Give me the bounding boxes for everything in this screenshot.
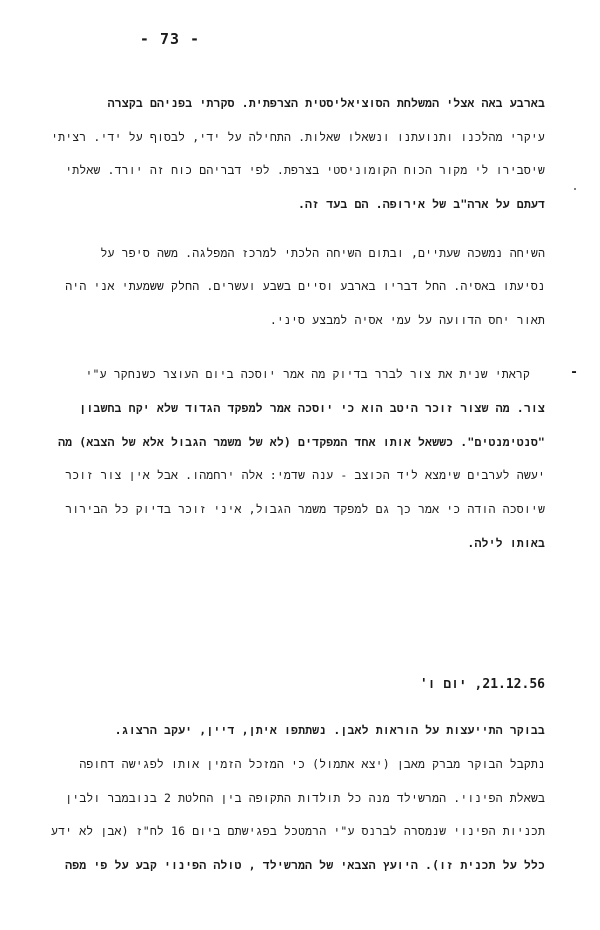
- paragraph-2-line-2: נסיעתו באסיה. החל דבריו בארבע וסיים בשבע ועשרים. החלק ששמעתי אני היה: [65, 279, 545, 293]
- paragraph-3-line-6: באותו לילה.: [467, 536, 545, 550]
- paragraph-1-line-2: עיקרי מהלכנו ותנועתנו ונשאלו שאלות. התחילה על ידי, לבסוף על ידי. רציתי: [51, 130, 545, 144]
- paragraph-4-line-1: בבוקר התייעצות על הוראות לאבן. נשתתפו איתן, דיין, יעקב הרצוג.: [114, 723, 545, 737]
- paragraph-3-dash: -: [570, 365, 578, 380]
- paragraph-1-line-4: דעתם על ארה"ב של אירופה. הם בעד זה.: [297, 197, 545, 211]
- paragraph-4-line-4: תכניות הפינוי שנמסרה לברנס ע"י הרמטכל בפגישתם ביום 16 לח"ז (אבן לא ידע: [51, 824, 545, 838]
- paragraph-4-line-2: נתקבל הבוקר מברק מאבן (יצא אתמול) כי המזכל הזמין אותו לפגישה דחופה: [79, 757, 545, 771]
- paragraph-3-line-4: יעשה לערבים שימצא ליד הכוצב - ענה שדמי: אלה ירחמהו. אבל אין צור זוכר: [65, 468, 545, 482]
- paragraph-3-line-3: "סנטימנטים". כששאל אותו אחד המפקדים (לא של משמר הגבול אלא של הצבא) מה: [58, 435, 545, 449]
- scan-speck: [574, 188, 576, 190]
- paragraph-4-line-5: כלל על תכנית זו). היועץ הצבאי של המרשילד , טולה הפינוי קבע על פי מפה: [65, 858, 545, 872]
- paragraph-1-line-1: בארבע באה אצלי המשלחת הסוציאליסטית הצרפתית. סקרתי בפניהם בקצרה: [107, 96, 545, 110]
- paragraph-3-line-2: צור. מה שצור זוכר היטב הוא כי יוסכה אמר למפקד הגדוד שלא יקח בחשבון: [79, 401, 545, 415]
- date-heading: 21.12.56, יום ו': [419, 677, 545, 692]
- page-number: - 73 -: [139, 30, 201, 48]
- paragraph-3-line-1: קראתי שנית את צור לברר בדיוק מה אמר יוסכה ביום העוצר כשנחקר ע"י: [85, 367, 530, 381]
- paragraph-4-line-3: בשאלת הפינוי. המרשילד מנה כל תולדות התקופה בין החלטת 2 בנובמבר ולבין: [65, 791, 545, 805]
- paragraph-2-line-3: תאור יחס הדוועה על עמי אסיה למבצע סיני.: [269, 313, 545, 327]
- paragraph-1-line-3: שיסבירו לי מקור הכוח הקומוניסטי בצרפת. לפי דבריהם כוח זה יורד. שאלתי: [65, 163, 545, 177]
- paragraph-3-line-5: שיוסכה הודה כי אמר כך גם למפקד משמר הגבול, איני זוכר בדיוק כל הבירור: [65, 502, 545, 516]
- paragraph-2-line-1: השיחה נמשכה שעתיים, ובתום השיחה הלכתי למרכז המפלגה. משה סיפר על: [100, 246, 545, 260]
